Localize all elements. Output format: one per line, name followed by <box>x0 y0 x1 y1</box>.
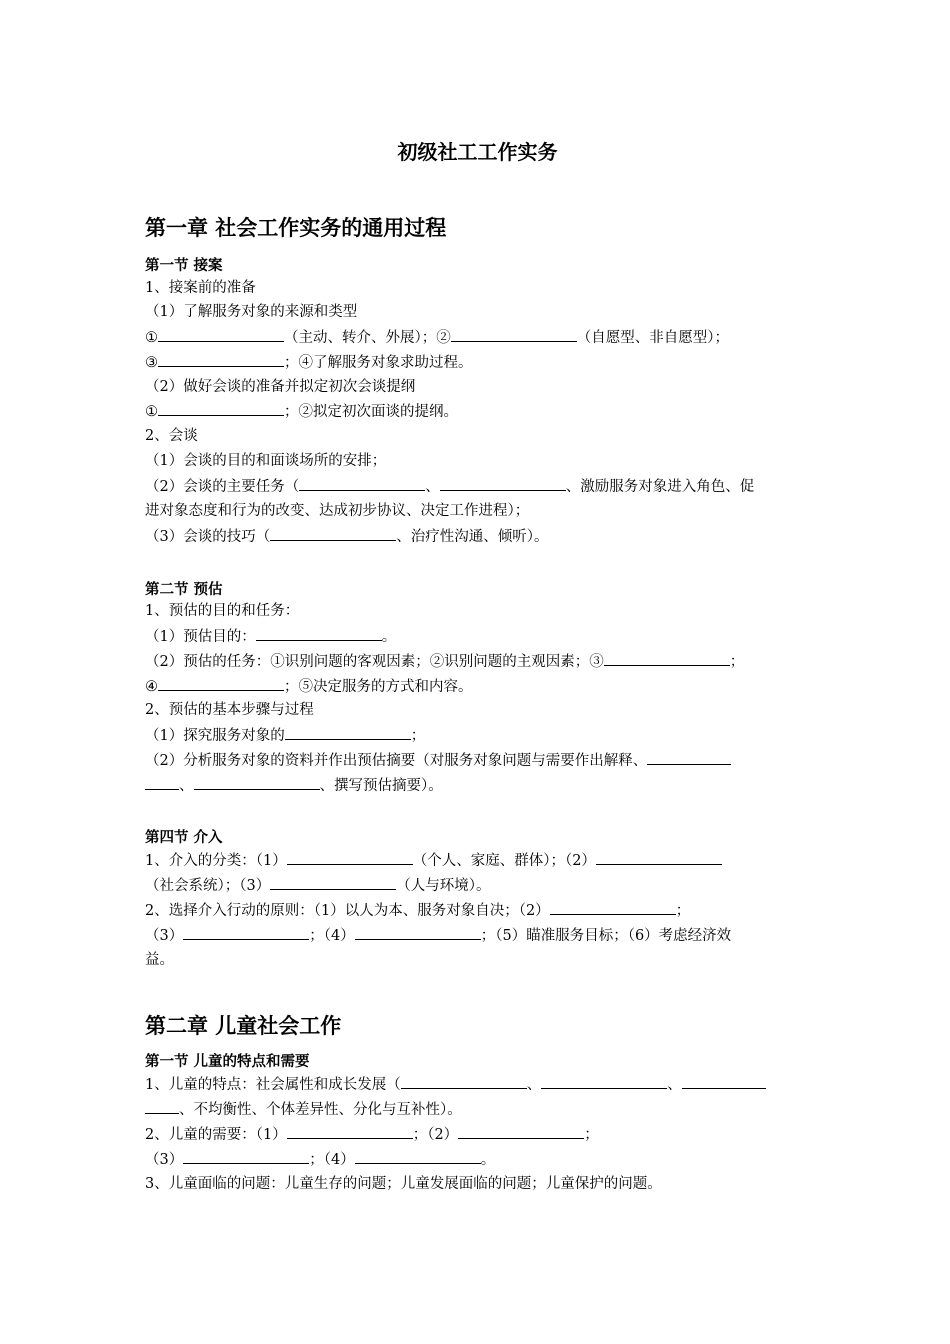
text-segment: 1、儿童的特点：社会属性和成长发展（ <box>145 1077 401 1093</box>
text-segment: ；④了解服务对象求助过程。 <box>284 355 473 371</box>
text-line: （1）了解服务对象的来源和类型 <box>145 304 358 320</box>
text-segment: ④ <box>145 679 158 695</box>
fill-blank[interactable] <box>183 925 309 940</box>
text-segment: 。 <box>381 629 397 645</box>
fill-blank[interactable] <box>256 626 382 641</box>
fill-blank[interactable] <box>158 401 284 416</box>
text-segment: （主动、转介、外展）；② <box>284 330 451 346</box>
text-segment: 。 <box>480 1152 496 1168</box>
fill-blank[interactable] <box>647 750 731 765</box>
text-segment: ；②拟定初次面谈的提纲。 <box>284 404 458 420</box>
text-segment: 2、儿童的需要：（1） <box>145 1127 287 1143</box>
text-line <box>145 1149 810 1170</box>
text-line <box>145 850 810 871</box>
text-line <box>145 1074 810 1095</box>
fill-blank[interactable] <box>158 352 284 367</box>
text-segment: 、 <box>526 1077 542 1093</box>
fill-blank[interactable] <box>285 725 411 740</box>
chapter-1-section-2-heading: 第二节 预估 <box>145 582 223 598</box>
text-line <box>145 651 810 672</box>
text-segment: （3） <box>145 1152 184 1168</box>
text-line <box>145 775 810 796</box>
fill-blank[interactable] <box>550 900 676 915</box>
text-segment: 、 <box>425 479 440 495</box>
fill-blank[interactable] <box>604 651 730 666</box>
text-segment: （1）探究服务对象的 <box>145 728 285 744</box>
text-segment: 1、介入的分类：（1） <box>145 853 287 869</box>
text-segment: （社会系统）；（3） <box>145 878 271 894</box>
text-line: 1、预估的目的和任务： <box>145 603 300 619</box>
text-segment: 、撰写预估摘要）。 <box>319 778 443 794</box>
text-segment: ；（4） <box>309 1152 355 1168</box>
text-segment: （3） <box>145 928 184 944</box>
text-segment: （2）分析服务对象的资料并作出预估摘要（对服务对象问题与需要作出解释、 <box>145 753 648 769</box>
text-line <box>145 626 810 647</box>
text-line <box>145 900 810 921</box>
fill-blank[interactable] <box>287 850 413 865</box>
text-line: 3、儿童面临的问题：儿童生存的问题；儿童发展面临的问题；儿童保护的问题。 <box>145 1176 662 1192</box>
text-line: 益。 <box>145 952 174 968</box>
text-segment: ③ <box>145 355 158 371</box>
text-segment: ；（4） <box>309 928 355 944</box>
text-line: 2、会谈 <box>145 428 198 444</box>
fill-blank[interactable] <box>596 850 722 865</box>
text-segment: （3）会谈的技巧（ <box>145 529 271 545</box>
text-line <box>145 1099 810 1120</box>
text-segment: （个人、家庭、群体）；（2） <box>412 853 596 869</box>
chapter-2-section-1-heading: 第一节 儿童的特点和需要 <box>145 1054 310 1070</box>
fill-blank[interactable] <box>270 875 396 890</box>
text-line: （2）做好会谈的准备并拟定初次会谈提纲 <box>145 379 416 395</box>
text-line <box>145 725 810 746</box>
text-segment: 、 <box>179 778 194 794</box>
fill-blank[interactable] <box>541 1074 667 1089</box>
text-line <box>145 750 810 771</box>
fill-blank[interactable] <box>440 476 566 491</box>
text-line <box>145 676 810 697</box>
chapter-2-heading: 第二章 儿童社会工作 <box>145 1014 342 1038</box>
document-title: 初级社工工作实务 <box>397 140 558 164</box>
fill-blank[interactable] <box>682 1074 766 1089</box>
fill-blank[interactable] <box>145 1099 179 1114</box>
text-line <box>145 352 810 373</box>
fill-blank[interactable] <box>158 676 284 691</box>
fill-blank[interactable] <box>270 526 396 541</box>
text-segment: 、不均衡性、个体差异性、分化与互补性）。 <box>179 1102 462 1118</box>
text-segment: 、激励服务对象进入角色、促 <box>565 479 755 495</box>
chapter-1-section-1-heading: 第一节 接案 <box>145 258 223 274</box>
text-segment: （自愿型、非自愿型）； <box>576 330 729 346</box>
text-line <box>145 925 810 946</box>
text-segment: ； <box>410 728 426 744</box>
text-segment: 、治疗性沟通、倾听）。 <box>396 529 549 545</box>
fill-blank[interactable] <box>287 1124 413 1139</box>
text-segment: （2）预估的任务：①识别问题的客观因素；②识别问题的主观因素；③ <box>145 654 604 670</box>
text-segment: 、 <box>667 1077 682 1093</box>
text-line <box>145 476 810 497</box>
text-segment: （1）预估目的： <box>145 629 256 645</box>
text-line: 1、接案前的准备 <box>145 280 256 296</box>
chapter-1-section-4-heading: 第四节 介入 <box>145 830 223 846</box>
text-segment: （人与环境）。 <box>396 878 491 894</box>
fill-blank[interactable] <box>145 775 179 790</box>
text-segment: ；⑤决定服务的方式和内容。 <box>284 679 473 695</box>
text-line: 进对象态度和行为的改变、达成初步协议、决定工作进程）； <box>145 503 530 519</box>
fill-blank[interactable] <box>355 925 481 940</box>
text-segment: （2）会谈的主要任务（ <box>145 479 300 495</box>
chapter-1-heading: 第一章 社会工作实务的通用过程 <box>145 216 447 240</box>
fill-blank[interactable] <box>194 775 320 790</box>
text-line <box>145 526 810 547</box>
text-segment: ； <box>729 654 745 670</box>
text-segment: ； <box>584 1127 599 1143</box>
text-segment: ① <box>145 404 158 420</box>
text-line <box>145 1124 810 1145</box>
text-line <box>145 875 810 896</box>
text-segment: ；（5）瞄准服务目标；（6）考虑经济效 <box>480 928 732 944</box>
text-line: （1）会谈的目的和面谈场所的安排； <box>145 453 387 469</box>
fill-blank[interactable] <box>451 327 577 342</box>
fill-blank[interactable] <box>183 1149 309 1164</box>
fill-blank[interactable] <box>401 1074 527 1089</box>
fill-blank[interactable] <box>458 1124 584 1139</box>
text-line <box>145 401 810 422</box>
text-segment: ；（2） <box>412 1127 459 1143</box>
text-line: 2、预估的基本步骤与过程 <box>145 702 314 718</box>
fill-blank[interactable] <box>299 476 425 491</box>
text-line <box>145 327 810 348</box>
fill-blank[interactable] <box>158 327 284 342</box>
fill-blank[interactable] <box>355 1149 481 1164</box>
text-segment: ① <box>145 330 158 346</box>
text-segment: 2、选择介入行动的原则：（1）以人为本、服务对象自决；（2） <box>145 903 550 919</box>
text-segment: ； <box>675 903 691 919</box>
